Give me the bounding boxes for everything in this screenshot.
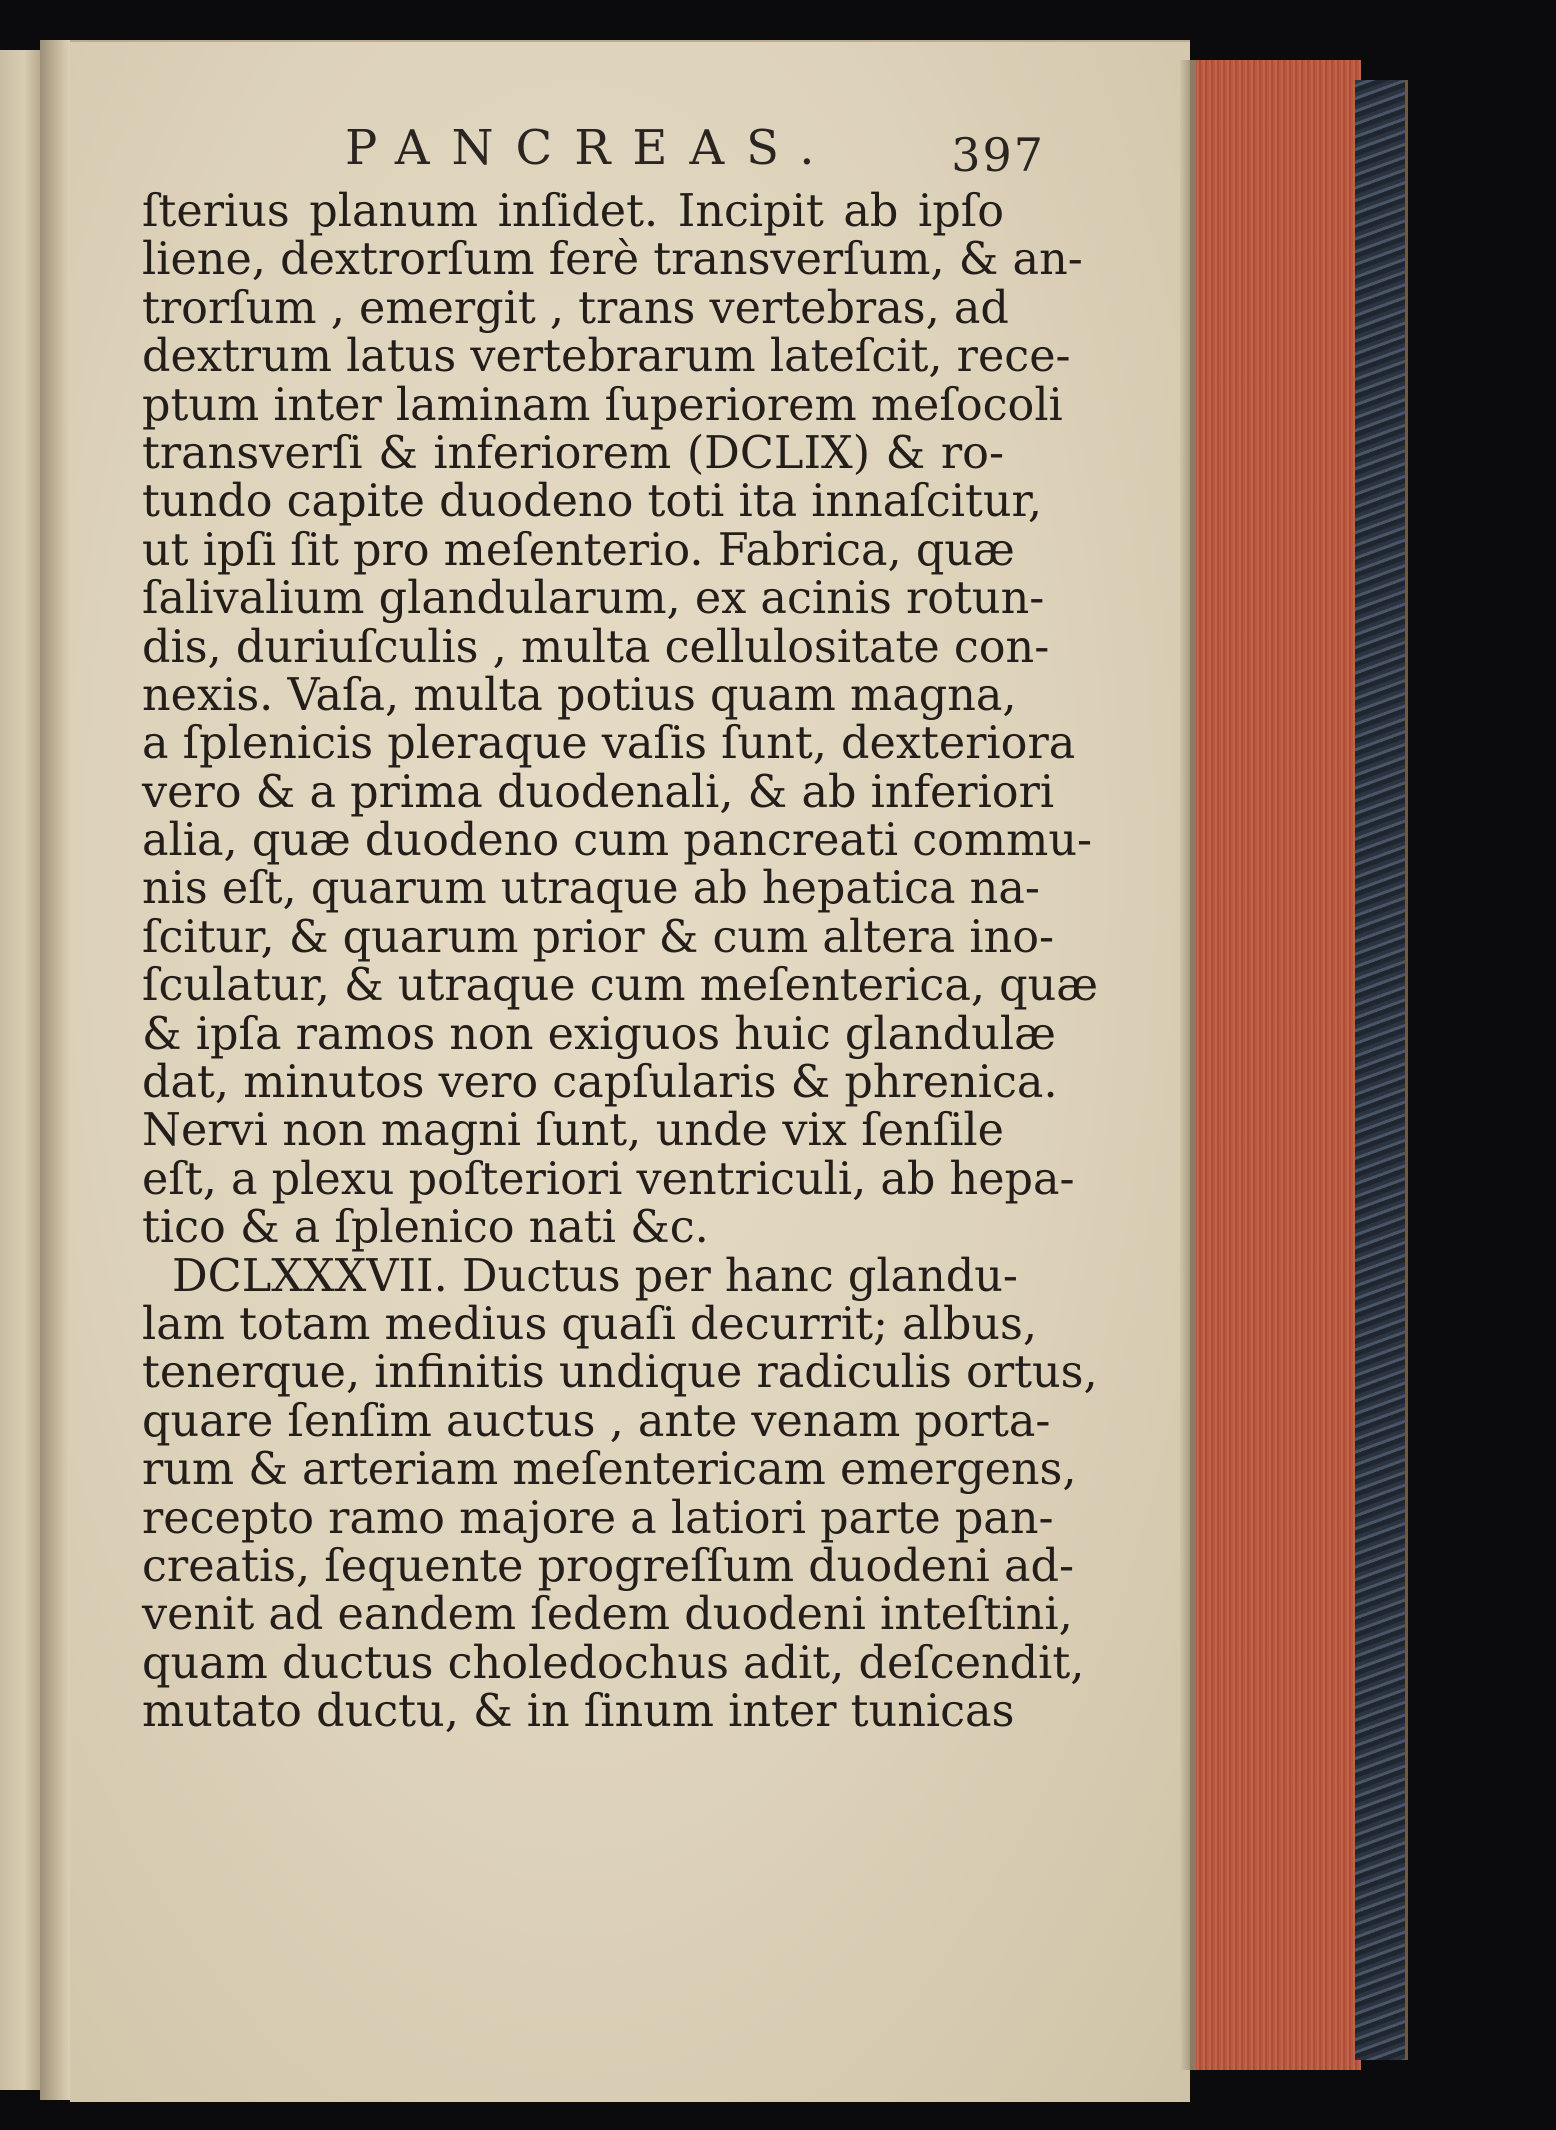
page-text (142, 186, 1099, 1738)
text-line: ſcitur, & quarum prior & cum altera ino- (142, 911, 1055, 963)
text-line: alia, quæ duodeno cum pancreati commu- (142, 815, 1093, 867)
text-line: liene, dextrorſum ferè transverſum, & an- (142, 234, 1083, 286)
left-page-edge (0, 50, 42, 2090)
text-line: ſalivalium glandularum, ex acinis rotun- (142, 573, 1045, 625)
text-line: Nervi non magni ſunt, unde vix ſenſile (142, 1105, 1004, 1157)
text-line: nis eſt, quarum utraque ab hepatica na- (142, 863, 1040, 915)
text-line: dat, minutos vero capſularis & phrenica. (142, 1057, 1058, 1109)
text-line: & ipſa ramos non exiguos huic glandulæ (142, 1008, 1056, 1060)
text-line: eſt, a plexu poſteriori ventriculi, ab hepa- (142, 1153, 1075, 1205)
text-line: lam totam medius quaſi decurrit; albus, (142, 1298, 1038, 1350)
section-start-line: DCLXXXVII. Ductus per hanc glandu- (172, 1250, 1018, 1302)
text-line: tundo capite duodeno toti ita innaſcitur, (142, 476, 1043, 528)
text-line: creatis, ſequente progreſſum duodeni ad- (142, 1540, 1075, 1592)
text-line: ſterius planum inſidet. Incipit ab ipſo (142, 186, 1004, 237)
marbled-cover (1355, 80, 1408, 2060)
red-fore-edge (1190, 60, 1361, 2070)
text-line: quare ſenſim auctus , ante venam porta- (142, 1395, 1051, 1447)
text-line: quam ductus choledochus adit, deſcendit, (142, 1637, 1085, 1689)
text-line: tico & a ſplenico nati &c. (142, 1202, 709, 1254)
text-line: ut ipſi ſit pro meſenterio. Fabrica, quæ (142, 524, 1015, 576)
running-title: PANCREAS. (345, 120, 837, 176)
text-line: venit ad eandem ſedem duodeni inteſtini, (142, 1589, 1073, 1641)
text-line: transverſi & inferiorem (DCLIX) & ro- (142, 427, 1004, 479)
text-line: rum & arteriam meſentericam emergens, (142, 1444, 1077, 1496)
text-line: ptum inter laminam ſuperiorem meſocoli (142, 379, 1063, 431)
running-header (345, 120, 1045, 190)
page-number: 397 (951, 128, 1045, 182)
text-line: trorſum , emergit , trans vertebras, ad (142, 282, 1009, 334)
text-line: recepto ramo majore a latiori parte pan- (142, 1492, 1054, 1544)
gutter (40, 40, 70, 2100)
text-line: nexis. Vaſa, multa potius quam magna, (142, 669, 1017, 721)
text-line: dextrum latus vertebrarum lateſcit, rece- (142, 331, 1071, 383)
text-line: dis, duriuſculis , multa cellulositate con- (142, 621, 1050, 673)
text-line: ſculatur, & utraque cum meſenterica, quæ (142, 960, 1099, 1012)
text-line: mutato ductu, & in ſinum inter tunicas (142, 1686, 1015, 1738)
text-line: vero & a prima duodenali, & ab inferiori (142, 766, 1055, 818)
text-line: tenerque, infinitis undique radiculis ortus, (142, 1347, 1098, 1399)
text-line: a ſplenicis pleraque vaſis ſunt, dexteriora (142, 718, 1076, 770)
